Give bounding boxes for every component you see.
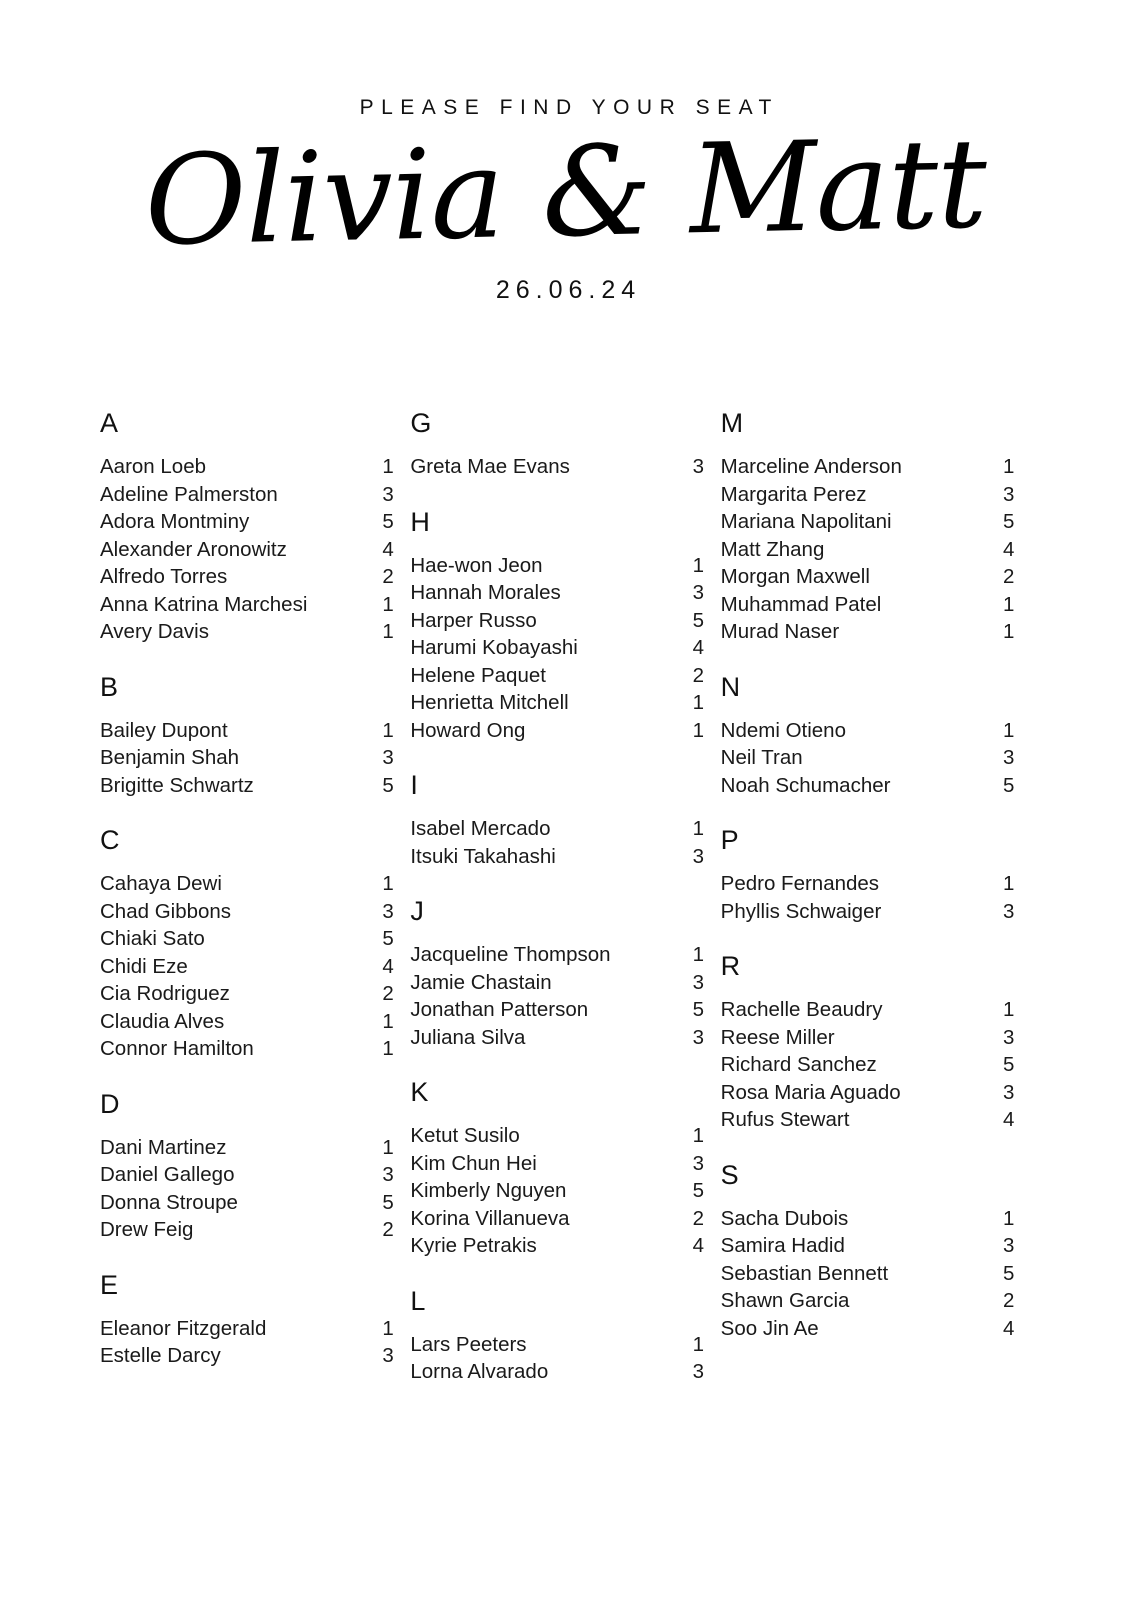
- table-number: 3: [692, 455, 705, 478]
- letter-group: [721, 825, 1031, 925]
- guest-name: Neil Tran: [720, 746, 803, 769]
- guest-name: Samira Hadid: [720, 1234, 845, 1257]
- guest-name: Benjamin Shah: [100, 746, 240, 769]
- letter-group: [410, 896, 720, 1051]
- guest-name: Kimberly Nguyen: [410, 1179, 567, 1202]
- guest-name: Daniel Gallego: [100, 1163, 235, 1186]
- guest-name: Sacha Dubois: [720, 1206, 849, 1230]
- table-number: 5: [382, 927, 394, 950]
- group-letter: C: [100, 825, 120, 855]
- guest-entry: [410, 843, 720, 871]
- guest-name: Jonathan Patterson: [410, 998, 589, 1021]
- table-number: 1: [1002, 1206, 1015, 1230]
- table-number: 2: [692, 1206, 705, 1230]
- table-number: 2: [382, 982, 394, 1005]
- guest-name: Chidi Eze: [100, 954, 188, 978]
- group-letter: E: [100, 1269, 119, 1300]
- guest-entry: [410, 1122, 720, 1150]
- guest-name: Lars Peeters: [410, 1332, 527, 1356]
- table-number: 1: [692, 718, 705, 742]
- guest-name: Adeline Palmerston: [100, 482, 278, 506]
- letter-group: [100, 408, 410, 646]
- guest-entry: [100, 453, 410, 481]
- guest-entry: [100, 1189, 410, 1217]
- wedding-date: 26.06.24: [495, 276, 642, 305]
- guest-name: Cia Rodriguez: [100, 982, 230, 1005]
- letter-group: [721, 951, 1031, 1134]
- guest-name: Margarita Perez: [720, 482, 867, 506]
- group-letter: P: [720, 825, 740, 855]
- guest-entry: [100, 591, 410, 619]
- letter-group: [410, 1286, 720, 1386]
- group-letter: N: [720, 671, 741, 702]
- guest-entry: [721, 898, 1031, 926]
- guest-entry: [410, 1024, 720, 1052]
- table-number: 3: [382, 1344, 394, 1367]
- guest-entry: [410, 579, 720, 607]
- letter-group: [721, 1160, 1031, 1343]
- guest-entry: [721, 717, 1031, 745]
- guest-entry: [100, 953, 410, 981]
- table-number: 1: [1002, 872, 1015, 895]
- guest-name: Brigitte Schwartz: [100, 773, 254, 797]
- group-letter: I: [410, 770, 419, 800]
- guest-name: Lorna Alvarado: [410, 1360, 549, 1383]
- group-letter: J: [410, 896, 425, 926]
- guest-name: Harper Russo: [410, 608, 537, 632]
- guest-entry: [410, 941, 720, 969]
- guest-name: Soo Jin Ae: [720, 1316, 819, 1340]
- guest-name: Alfredo Torres: [100, 565, 228, 588]
- guest-entry: [721, 870, 1031, 898]
- guest-name: Mariana Napolitani: [720, 510, 892, 533]
- letter-group: [100, 825, 410, 1063]
- guest-entry: [721, 996, 1031, 1024]
- guest-name: Noah Schumacher: [720, 773, 891, 797]
- group-letter: M: [720, 408, 744, 438]
- guest-name: Avery Davis: [100, 620, 209, 643]
- guest-entry: [721, 481, 1031, 509]
- guest-name: Donna Stroupe: [100, 1190, 238, 1214]
- guest-entry: [410, 815, 720, 843]
- guest-entry: [410, 996, 720, 1024]
- guest-name: Helene Paquet: [410, 663, 546, 687]
- guest-entry: [721, 453, 1031, 481]
- guest-entry: [100, 508, 410, 536]
- guest-name: Pedro Fernandes: [720, 872, 880, 895]
- table-number: 3: [692, 1151, 705, 1175]
- couple-names: Olivia & Matt: [143, 112, 988, 274]
- group-letter: H: [410, 506, 431, 537]
- table-number: 4: [382, 954, 394, 978]
- guest-entry: [100, 481, 410, 509]
- letter-group: [100, 1089, 410, 1244]
- table-number: 1: [1002, 718, 1015, 742]
- table-number: 4: [382, 537, 394, 561]
- table-number: 3: [1002, 1234, 1015, 1257]
- guest-entry: [721, 1315, 1031, 1343]
- group-letter: S: [720, 1159, 740, 1190]
- letter-group: [721, 672, 1031, 800]
- table-number: 5: [692, 608, 705, 632]
- table-number: 3: [692, 1360, 705, 1383]
- guest-name: Harumi Kobayashi: [410, 636, 578, 659]
- guest-name: Alexander Aronowitz: [100, 537, 287, 561]
- table-number: 1: [1002, 455, 1015, 478]
- guest-name: Itsuki Takahashi: [410, 844, 556, 868]
- guest-name: Hannah Morales: [410, 581, 561, 604]
- guest-entry: [100, 980, 410, 1008]
- guest-name: Korina Villanueva: [410, 1206, 570, 1230]
- guest-name: Kyrie Petrakis: [410, 1234, 537, 1257]
- guest-name: Eleanor Fitzgerald: [100, 1316, 267, 1340]
- guest-name: Adora Montminy: [100, 510, 250, 533]
- guest-name: Sebastian Bennett: [720, 1261, 889, 1285]
- guest-entry: [410, 1331, 720, 1359]
- guest-entry: [721, 1106, 1031, 1134]
- guest-name: Connor Hamilton: [100, 1037, 254, 1060]
- table-number: 3: [692, 844, 705, 868]
- guest-entry: [410, 1205, 720, 1233]
- guest-entry: [721, 1287, 1031, 1315]
- table-number: 3: [382, 1163, 394, 1186]
- guest-entry: [100, 898, 410, 926]
- guest-name: Aaron Loeb: [100, 455, 207, 478]
- table-number: 1: [692, 1124, 705, 1147]
- guest-name: Rosa Maria Aguado: [720, 1080, 901, 1104]
- group-letter: G: [410, 408, 432, 438]
- table-number: 4: [692, 1234, 705, 1257]
- guest-entry: [410, 969, 720, 997]
- table-number: 3: [1002, 746, 1015, 769]
- guest-entry: [721, 1260, 1031, 1288]
- guest-name: Jamie Chastain: [410, 970, 552, 994]
- letter-group: [410, 507, 720, 745]
- table-number: 4: [1002, 1108, 1015, 1131]
- table-number: 1: [382, 718, 394, 742]
- letter-group: [100, 672, 410, 800]
- guest-entry: [410, 453, 720, 481]
- guest-entry: [100, 618, 410, 646]
- letter-group: [100, 1270, 410, 1370]
- guest-entry: [100, 925, 410, 953]
- group-letter: L: [410, 1285, 426, 1316]
- guest-entry: [100, 870, 410, 898]
- guest-entry: [410, 689, 720, 717]
- table-number: 2: [382, 1218, 394, 1241]
- guest-name: Howard Ong: [410, 718, 526, 742]
- table-number: 1: [692, 691, 705, 714]
- letter-group: [410, 408, 720, 481]
- table-number: 3: [692, 970, 705, 994]
- guest-columns: [0, 408, 1131, 1412]
- guest-entry: [721, 618, 1031, 646]
- guest-name: Ketut Susilo: [410, 1124, 520, 1147]
- table-number: 3: [692, 1025, 705, 1049]
- guest-entry: [721, 1079, 1031, 1107]
- table-number: 2: [1002, 1289, 1015, 1312]
- guest-entry: [721, 1205, 1031, 1233]
- guest-entry: [100, 717, 410, 745]
- group-letter: K: [410, 1077, 429, 1107]
- group-letter: R: [720, 951, 741, 981]
- table-number: 3: [1002, 1080, 1015, 1104]
- table-number: 5: [382, 1190, 394, 1214]
- guest-column-2: [410, 408, 720, 1412]
- table-number: 1: [1002, 998, 1015, 1021]
- guest-name: Estelle Darcy: [100, 1344, 221, 1367]
- guest-entry: [410, 634, 720, 662]
- guest-name: Claudia Alves: [100, 1009, 225, 1033]
- guest-name: Hae-won Jeon: [410, 553, 543, 577]
- guest-name: Chad Gibbons: [100, 899, 232, 923]
- table-number: 1: [382, 1316, 394, 1340]
- group-letter: D: [100, 1088, 120, 1119]
- table-number: 3: [382, 482, 394, 506]
- guest-name: Kim Chun Hei: [410, 1151, 537, 1175]
- guest-name: Henrietta Mitchell: [410, 691, 569, 714]
- table-number: 2: [692, 663, 705, 687]
- guest-column-3: [721, 408, 1031, 1412]
- guest-entry: [100, 1161, 410, 1189]
- guest-name: Richard Sanchez: [720, 1053, 877, 1076]
- table-number: 1: [382, 620, 394, 643]
- guest-name: Rufus Stewart: [720, 1108, 850, 1131]
- guest-entry: [100, 772, 410, 800]
- guest-entry: [721, 772, 1031, 800]
- guest-entry: [100, 744, 410, 772]
- table-number: 1: [692, 1332, 705, 1356]
- page-eyebrow: PLEASE FIND YOUR SEAT: [359, 96, 779, 119]
- table-number: 1: [382, 1009, 394, 1033]
- table-number: 3: [692, 581, 705, 604]
- guest-name: Murad Naser: [720, 620, 840, 643]
- guest-entry: [721, 536, 1031, 564]
- guest-column-1: [100, 408, 410, 1412]
- table-number: 1: [692, 943, 705, 966]
- table-number: 1: [382, 872, 394, 895]
- guest-name: Morgan Maxwell: [720, 565, 870, 588]
- table-number: 5: [1002, 1261, 1015, 1285]
- table-number: 4: [1002, 1316, 1015, 1340]
- table-number: 2: [1002, 565, 1015, 588]
- guest-entry: [410, 662, 720, 690]
- guest-entry: [721, 591, 1031, 619]
- guest-entry: [100, 1134, 410, 1162]
- table-number: 5: [692, 998, 705, 1021]
- guest-name: Juliana Silva: [410, 1025, 526, 1049]
- guest-entry: [100, 1008, 410, 1036]
- guest-entry: [721, 744, 1031, 772]
- letter-group: [721, 408, 1031, 646]
- guest-name: Marceline Anderson: [720, 455, 902, 478]
- letter-group: [410, 1077, 720, 1260]
- group-letter: A: [100, 408, 119, 438]
- table-number: 5: [382, 510, 394, 533]
- table-number: 4: [1002, 537, 1015, 561]
- guest-entry: [721, 1024, 1031, 1052]
- guest-entry: [100, 536, 410, 564]
- guest-entry: [100, 1035, 410, 1063]
- guest-name: Rachelle Beaudry: [720, 998, 883, 1021]
- table-number: 2: [382, 565, 394, 588]
- guest-entry: [410, 552, 720, 580]
- table-number: 3: [1002, 1025, 1015, 1049]
- guest-entry: [100, 1315, 410, 1343]
- table-number: 1: [692, 817, 705, 840]
- guest-entry: [410, 1232, 720, 1260]
- group-letter: B: [100, 671, 119, 702]
- table-number: 1: [382, 1135, 394, 1159]
- table-number: 5: [1002, 773, 1015, 797]
- guest-entry: [100, 1216, 410, 1244]
- table-number: 3: [382, 746, 394, 769]
- table-number: 4: [692, 636, 705, 659]
- table-number: 5: [692, 1179, 705, 1202]
- guest-name: Muhammad Patel: [720, 592, 882, 616]
- guest-entry: [100, 563, 410, 591]
- page-header: [0, 0, 1131, 305]
- letter-group: [410, 770, 720, 870]
- guest-entry: [721, 508, 1031, 536]
- table-number: 5: [382, 773, 394, 797]
- guest-name: Reese Miller: [720, 1025, 835, 1049]
- table-number: 1: [382, 592, 394, 616]
- guest-entry: [410, 1177, 720, 1205]
- guest-entry: [721, 563, 1031, 591]
- table-number: 1: [692, 553, 705, 577]
- guest-entry: [410, 1358, 720, 1386]
- guest-name: Anna Katrina Marchesi: [100, 592, 308, 616]
- table-number: 3: [382, 899, 394, 923]
- guest-name: Ndemi Otieno: [720, 718, 846, 742]
- guest-entry: [721, 1051, 1031, 1079]
- guest-name: Matt Zhang: [720, 537, 825, 561]
- guest-entry: [100, 1342, 410, 1370]
- table-number: 1: [382, 1037, 394, 1060]
- guest-entry: [410, 607, 720, 635]
- guest-name: Shawn Garcia: [720, 1289, 850, 1312]
- guest-name: Chiaki Sato: [100, 927, 205, 950]
- guest-name: Phyllis Schwaiger: [720, 899, 882, 923]
- guest-name: Isabel Mercado: [410, 817, 551, 840]
- table-number: 5: [1002, 510, 1015, 533]
- table-number: 3: [1002, 899, 1015, 923]
- guest-name: Cahaya Dewi: [100, 872, 222, 895]
- guest-name: Dani Martinez: [100, 1135, 227, 1159]
- guest-name: Jacqueline Thompson: [410, 943, 611, 966]
- table-number: 1: [382, 455, 394, 478]
- guest-name: Bailey Dupont: [100, 718, 228, 742]
- table-number: 1: [1002, 620, 1015, 643]
- guest-name: Greta Mae Evans: [410, 455, 570, 478]
- guest-entry: [410, 1150, 720, 1178]
- table-number: 3: [1002, 482, 1015, 506]
- table-number: 5: [1002, 1053, 1015, 1076]
- table-number: 1: [1002, 592, 1015, 616]
- guest-entry: [410, 717, 720, 745]
- guest-name: Drew Feig: [100, 1218, 194, 1241]
- guest-entry: [721, 1232, 1031, 1260]
